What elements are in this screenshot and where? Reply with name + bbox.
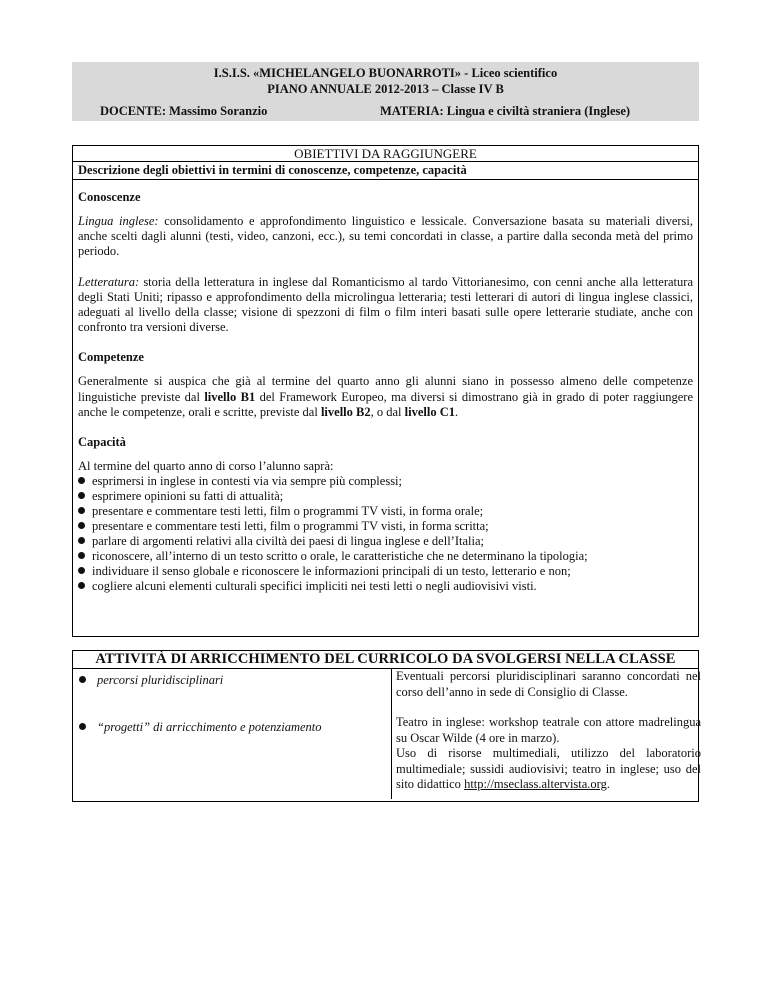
objectives-table xyxy=(72,145,699,637)
activity-right-1: Eventuali percorsi pluridisciplinari saranno concordati nel corso dell’anno in sede di Consiglio di Classe. xyxy=(391,669,701,715)
activity-left-2-text: “progetti” di arricchimento e potenziamento xyxy=(97,720,322,734)
bullet-icon xyxy=(78,537,85,544)
letteratura-label: Letteratura: xyxy=(78,274,140,289)
list-item-text: cogliere alcuni elementi culturali specifici impliciti nei testi letti o negli audiovisivi visti. xyxy=(92,579,537,594)
activity-left-1 xyxy=(79,673,223,688)
competenze-text-2: del Framework Europeo, ma diversi si dimostrano già in grado di poter raggiungere anche le competenze, orali e scritte, previste dal xyxy=(78,389,693,419)
school-name: I.S.I.S. «MICHELANGELO BUONARROTI» - Liceo scientifico xyxy=(213,66,558,80)
level-b1: livello B1 xyxy=(204,389,256,404)
bullet-icon xyxy=(78,477,85,484)
level-c1: livello C1 xyxy=(404,404,455,419)
objectives-body xyxy=(73,180,698,594)
bullet-icon xyxy=(78,552,85,559)
list-item xyxy=(78,549,693,564)
capacita-list xyxy=(78,474,693,594)
list-item xyxy=(78,504,693,519)
activities-heading: ATTIVITÀ DI ARRICCHIMENTO DEL CURRICOLO DA SVOLGERSI NELLA CLASSE xyxy=(73,651,698,669)
list-item xyxy=(78,534,693,549)
site-link[interactable]: http://mseclass.altervista.org xyxy=(464,777,607,791)
competenze-text-3: , o dal xyxy=(370,404,405,419)
bullet-icon xyxy=(78,582,85,589)
teacher: DOCENTE: Massimo Soranzio xyxy=(100,104,268,118)
conoscenze-heading: Conoscenze xyxy=(78,190,141,204)
list-item-text: presentare e commentare testi letti, film o programmi TV visti, in forma orale; xyxy=(92,504,484,519)
bullet-icon xyxy=(79,676,86,683)
list-item-text: presentare e commentare testi letti, film o programmi TV visti, in forma scritta; xyxy=(92,519,489,534)
plan-title: PIANO ANNUALE 2012-2013 – Classe IV B xyxy=(267,82,504,96)
activity-right-2-line1: Teatro in inglese: workshop teatrale con attore madrelingua su Oscar Wilde (4 ore in marzo). xyxy=(396,715,701,745)
list-item-text: esprimersi in inglese in contesti via via sempre più complessi; xyxy=(92,474,403,489)
activity-right-2-line2 xyxy=(396,746,701,793)
competenze-text-4: . xyxy=(454,404,459,419)
list-item xyxy=(78,474,693,489)
document-header xyxy=(72,62,699,121)
list-item xyxy=(78,489,693,504)
lingua-inglese-text: consolidamento e approfondimento linguistico e lessicale. Conversazione basata su materiali diversi, anche scelti dagli alunni (testi, video, canzoni, ecc.), su temi concordati in classe, a partire dalla seconda metà del primo periodo. xyxy=(78,214,693,259)
activities-table xyxy=(72,650,699,802)
letteratura-paragraph xyxy=(78,275,693,336)
list-item xyxy=(78,519,693,534)
list-item-text: riconoscere, all’interno di un testo scritto o orale, le caratteristiche che ne determinano la tipologia; xyxy=(92,549,588,564)
activity-right-2 xyxy=(391,715,701,799)
list-item-text: esprimere opinioni su fatti di attualità; xyxy=(92,489,284,504)
activity-left-2 xyxy=(79,720,322,735)
lingua-inglese-paragraph xyxy=(78,214,693,260)
letteratura-text: storia della letteratura in inglese dal Romanticismo al tardo Vittorianesimo, con cenni anche alla letteratura degli Stati Uniti; ripasso e approfondimento della microlingua letteraria; testi letterari di autori di lingua inglese classici, adeguati al livello della classe; visione di spezzoni di film o film interi basati sulle opere letterarie studiate, anche con confronto tra versioni diverse. xyxy=(78,274,693,335)
list-item-text: parlare di argomenti relativi alla civiltà dei paesi di lingua inglese e dell’Italia; xyxy=(92,534,484,549)
bullet-icon xyxy=(78,567,85,574)
subject: MATERIA: Lingua e civiltà straniera (Inglese) xyxy=(380,104,631,118)
activity-left-1-text: percorsi pluridisciplinari xyxy=(97,673,224,687)
bullet-icon xyxy=(78,522,85,529)
lingua-inglese-label: Lingua inglese: xyxy=(78,214,159,228)
objectives-title: OBIETTIVI DA RAGGIUNGERE xyxy=(73,146,698,162)
level-b2: livello B2 xyxy=(320,404,371,419)
bullet-icon xyxy=(79,723,86,730)
capacita-heading: Capacità xyxy=(78,435,126,450)
list-item xyxy=(78,579,693,594)
bullet-icon xyxy=(78,492,85,499)
list-item xyxy=(78,564,693,579)
competenze-paragraph xyxy=(78,374,693,420)
competenze-heading: Competenze xyxy=(78,350,144,365)
bullet-icon xyxy=(78,507,85,514)
activity-right-2-end: . xyxy=(606,777,610,791)
capacita-intro: Al termine del quarto anno di corso l’alunno saprà: xyxy=(78,459,334,474)
activity-right-2-text: Uso di risorse multimediali, utilizzo del laboratorio multimediale; sussidi audiovisivi; teatro in inglese; uso del sito didattico xyxy=(396,746,701,791)
objectives-subtitle: Descrizione degli obiettivi in termini di conoscenze, competenze, capacità xyxy=(73,162,698,180)
competenze-text-1: Generalmente si auspica che già al termine del quarto anno gli alunni siano in possesso almeno delle competenze linguistiche previste dal xyxy=(78,374,693,404)
list-item-text: individuare il senso globale e riconoscere le informazioni principali di un testo, letterario e non; xyxy=(92,564,571,579)
